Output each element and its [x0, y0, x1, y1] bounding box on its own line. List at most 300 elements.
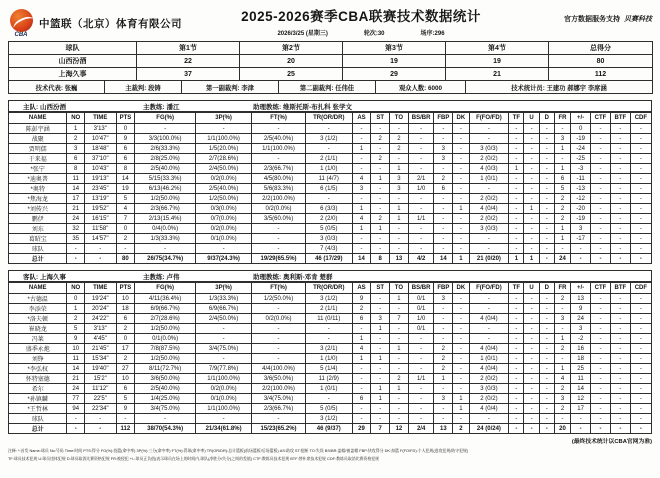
table-cell: 1	[352, 144, 371, 154]
table-cell: -	[610, 224, 630, 234]
table-cell: -	[371, 414, 390, 424]
table-cell: 1	[554, 224, 570, 234]
game-date: 2026/3/25 (星期三)	[277, 31, 328, 37]
table-cell: 2 (0/2)	[469, 194, 509, 204]
table-cell: 37'10"	[84, 154, 116, 164]
table-cell: 3	[371, 314, 390, 324]
table-cell: 6/9(66.7%)	[135, 304, 196, 314]
table-cell: 27	[116, 364, 135, 374]
table-cell: -	[630, 244, 651, 254]
column-header: +/-	[571, 113, 591, 124]
table-cell: 1/2(50.0%)	[135, 194, 196, 204]
table-cell: 0	[571, 124, 591, 134]
team-label: 主队: 山西汾酒	[23, 103, 66, 111]
table-row	[9, 244, 652, 254]
table-cell: -	[610, 254, 630, 264]
table-cell: -	[305, 324, 352, 334]
table-cell: -	[305, 394, 352, 404]
table-cell: -	[591, 364, 611, 374]
table-cell: -	[408, 224, 434, 234]
legend-line-1: 注释: *:首发 Name:球员 No:号码 Time:时间 PTS:得分 FG(%):投篮(命中率) 3P(%):三分(命中率) FT(%):罚球(命中率) TR(OR/DR):总计篮板(前场篮板/后场篮板) AS:助攻 ST:抢断 TO:失误 BS/BR:盖帽/被盖帽 FBP:快攻得分 DK:扣篮 F(FO/FD):个人犯规(进攻犯规/防守犯规)	[8, 449, 469, 454]
table-cell: 2/5(40.0%)	[135, 164, 196, 174]
table-row	[9, 324, 652, 334]
column-header: BS/BR	[408, 283, 434, 294]
table-cell: 5	[554, 184, 570, 194]
table-cell: -	[453, 224, 469, 234]
table-cell: 1	[554, 164, 570, 174]
table-cell: -	[591, 374, 611, 384]
table-cell: -	[453, 304, 469, 314]
table-cell: 2/6(33.3%)	[135, 144, 196, 154]
table-cell: -20	[571, 204, 591, 214]
table-cell: -	[591, 194, 611, 204]
table-cell: 2 (0/2)	[469, 154, 509, 164]
table-cell: -	[196, 354, 252, 364]
table-cell: 21'45"	[84, 344, 116, 354]
column-header: 第4节	[446, 42, 549, 55]
table-cell: -	[116, 244, 135, 254]
table-cell: -	[591, 344, 611, 354]
column-header: FBP	[434, 283, 453, 294]
table-cell: 0/2(0.0%)	[196, 174, 252, 184]
table-cell: 4	[352, 214, 371, 224]
table-cell: 上海久事	[9, 68, 137, 81]
table-cell: 80	[549, 55, 653, 68]
column-header: 第1节	[137, 42, 240, 55]
table-cell: -	[509, 424, 524, 434]
table-cell: -	[610, 124, 630, 134]
table-cell: 3'13"	[84, 324, 116, 334]
table-cell: 技术统计员: 王建功 郝娜宇 李席涵	[466, 81, 653, 94]
team-label: 客队: 上海久事	[23, 273, 66, 281]
table-cell: 3/6(50.0%)	[252, 374, 306, 384]
table-cell: 1/1(100.0%)	[252, 144, 306, 154]
game-number: 场序:296	[420, 31, 445, 37]
table-cell: -	[630, 144, 651, 154]
table-cell: -	[539, 214, 554, 224]
table-cell: 1	[371, 394, 390, 404]
table-cell: -	[453, 354, 469, 364]
column-header: FT(%)	[252, 113, 306, 124]
table-cell: -	[539, 314, 554, 324]
table-cell: -	[469, 304, 509, 314]
table-cell: -	[408, 334, 434, 344]
table-cell: -	[591, 404, 611, 414]
table-cell: 13'19"	[84, 194, 116, 204]
table-cell: -	[408, 154, 434, 164]
table-cell: -	[509, 314, 524, 324]
table-cell: -	[610, 154, 630, 164]
column-header: FG(%)	[135, 113, 196, 124]
table-cell: -13	[571, 184, 591, 194]
table-cell: 5/15(33.3%)	[135, 174, 196, 184]
table-cell: -	[539, 224, 554, 234]
table-cell: -	[453, 334, 469, 344]
table-cell: -	[135, 414, 196, 424]
table-row	[9, 214, 652, 224]
table-cell: 22'34"	[84, 404, 116, 414]
table-cell: -	[610, 144, 630, 154]
table-cell: -	[453, 164, 469, 174]
table-cell: -	[352, 414, 371, 424]
table-cell: -	[84, 254, 116, 264]
table-cell: -	[434, 234, 453, 244]
table-cell: 7 (4/3)	[305, 244, 352, 254]
table-cell: 11	[67, 174, 85, 184]
table-cell: 15'34"	[84, 354, 116, 364]
table-cell: -	[252, 334, 306, 344]
table-cell: -	[453, 324, 469, 334]
table-cell: 2	[554, 194, 570, 204]
table-cell: -	[591, 414, 611, 424]
table-cell: -	[390, 324, 409, 334]
table-cell: 2 (1/1)	[305, 304, 352, 314]
table-cell: -	[509, 134, 524, 144]
table-cell: -3	[571, 164, 591, 174]
table-cell: 8	[116, 164, 135, 174]
table-cell: 1	[554, 334, 570, 344]
table-cell: -	[509, 394, 524, 404]
table-cell: 20	[240, 55, 343, 68]
table-cell: 9	[67, 334, 85, 344]
table-cell: -	[371, 194, 390, 204]
table-cell: 2	[352, 304, 371, 314]
table-cell: -	[610, 314, 630, 324]
table-cell: 6	[116, 314, 135, 324]
table-cell: -	[84, 414, 116, 424]
table-cell: 2/5(40.0%)	[135, 384, 196, 394]
table-cell: 0/3(0.0%)	[196, 204, 252, 214]
table-cell: 2/7(28.6%)	[135, 314, 196, 324]
table-cell: 6	[67, 154, 85, 164]
table-cell: -	[371, 144, 390, 154]
table-cell: 2/4(50.0%)	[196, 164, 252, 174]
table-cell: 1 (0/1)	[469, 174, 509, 184]
table-cell: 11	[571, 374, 591, 384]
table-cell: -	[509, 384, 524, 394]
head-coach: 主教练: 潘江	[143, 103, 180, 111]
table-row	[9, 234, 652, 244]
table-cell: -	[524, 244, 539, 254]
table-cell: 4 (0/4)	[469, 404, 509, 414]
table-cell: -	[610, 324, 630, 334]
table-cell: -	[434, 224, 453, 234]
table-cell: -	[524, 384, 539, 394]
score-summary-table	[8, 41, 653, 81]
table-cell: -	[196, 124, 252, 134]
table-cell: 2 (0/2)	[469, 374, 509, 384]
table-cell: 1/4(25.0%)	[135, 394, 196, 404]
table-cell: 1	[453, 254, 469, 264]
table-cell: -	[371, 374, 390, 384]
table-cell: 技术代表: 张巍	[9, 81, 105, 94]
table-row	[9, 154, 652, 164]
table-row	[9, 374, 652, 384]
table-cell: -	[630, 394, 651, 404]
table-cell: 4	[554, 374, 570, 384]
table-cell: 1	[390, 384, 409, 394]
table-cell: -	[453, 384, 469, 394]
table-cell: 2	[116, 324, 135, 334]
column-header: TR(OR/DR)	[305, 113, 352, 124]
table-cell: 1	[509, 164, 524, 174]
table-cell: -	[539, 194, 554, 204]
table-cell: 22	[137, 55, 240, 68]
table-cell: -	[524, 124, 539, 134]
table-cell: 3/3(100.0%)	[135, 134, 196, 144]
table-cell: 1/1	[408, 214, 434, 224]
table-cell: *刘传兴	[9, 204, 67, 214]
table-cell: 5/6(83.3%)	[252, 184, 306, 194]
table-cell: 盛季永炮	[9, 344, 67, 354]
table-cell: -	[539, 254, 554, 264]
table-cell: 2	[116, 234, 135, 244]
table-cell: 1/2(50.0%)	[135, 354, 196, 364]
table-cell: -	[539, 414, 554, 424]
table-cell: 1	[453, 394, 469, 404]
table-row	[9, 81, 653, 94]
table-cell: -	[630, 374, 651, 384]
column-header: 总得分	[549, 42, 653, 55]
table-cell: -	[539, 424, 554, 434]
table-cell: -	[630, 324, 651, 334]
table-cell: 6	[352, 394, 371, 404]
table-cell: 11 (4/7)	[305, 174, 352, 184]
table-cell: 1 (0/1)	[305, 384, 352, 394]
table-cell: 0/1(0.0%)	[135, 334, 196, 344]
table-cell: -	[630, 214, 651, 224]
table-cell: 7/8(87.5%)	[135, 344, 196, 354]
table-cell: 80	[116, 254, 135, 264]
table-cell: -	[434, 134, 453, 144]
table-cell: -	[630, 304, 651, 314]
table-cell: -	[591, 424, 611, 434]
table-cell: 总计	[9, 254, 67, 264]
table-cell: -	[554, 244, 570, 254]
table-cell: -	[554, 124, 570, 134]
table-cell: 20	[554, 424, 570, 434]
table-cell: 1	[390, 164, 409, 174]
table-row	[9, 164, 652, 174]
table-cell: -	[371, 334, 390, 344]
table-cell: -	[591, 184, 611, 194]
column-header: D	[539, 283, 554, 294]
table-cell: -	[509, 304, 524, 314]
table-cell: *张宁	[9, 164, 67, 174]
table-cell: 1/2(50.0%)	[135, 324, 196, 334]
table-cell: -11	[571, 174, 591, 184]
table-cell: 18'48"	[84, 144, 116, 154]
table-cell: -	[408, 344, 434, 354]
table-cell: -	[630, 384, 651, 394]
table-cell: -	[252, 414, 306, 424]
table-cell: -	[390, 404, 409, 414]
table-cell: 0/1	[408, 294, 434, 304]
table-cell: 3'13"	[84, 124, 116, 134]
table-cell: 3	[434, 154, 453, 164]
table-cell: -	[539, 294, 554, 304]
table-cell: 0/1	[408, 304, 434, 314]
table-cell: -	[630, 204, 651, 214]
table-cell: -	[434, 194, 453, 204]
table-cell: -	[509, 404, 524, 414]
table-cell: -	[196, 334, 252, 344]
table-cell: 2	[453, 424, 469, 434]
column-header: AS	[352, 113, 371, 124]
table-cell: 0/2(0.0%)	[252, 314, 306, 324]
table-cell: -	[610, 294, 630, 304]
table-cell: -	[509, 364, 524, 374]
column-header: FG(%)	[135, 283, 196, 294]
header-bar	[8, 5, 652, 38]
table-cell: 0/4(0.0%)	[135, 224, 196, 234]
service-label: 官方数据服务支持	[564, 16, 621, 23]
column-header: TIME	[84, 113, 116, 124]
legend-line-2: TF:球员技术犯规 U:球员违体犯规 D:球员取消比赛资格犯规 FR:被侵犯 +/-:球员正负值(表示球员在场上的时间内,球队(净胜分/失分)之间的差值) CTF:教练员技术犯规 BTF:替补席技术犯规 CDF:教练员取消比赛资格犯规	[8, 457, 380, 462]
table-cell: *焦海龙	[9, 194, 67, 204]
table-cell: *奥特	[9, 184, 67, 194]
table-cell: 2 (1/1)	[305, 154, 352, 164]
table-cell: 1	[434, 374, 453, 384]
table-cell: -	[539, 384, 554, 394]
table-cell: 9	[352, 294, 371, 304]
table-cell: 于来福	[9, 154, 67, 164]
table-cell: 3 (2/1)	[305, 344, 352, 354]
table-cell: 4/4(100.0%)	[252, 364, 306, 374]
table-cell: 3 (0/3)	[469, 144, 509, 154]
table-cell: -	[408, 204, 434, 214]
table-cell: 16	[571, 344, 591, 354]
table-cell: -	[390, 244, 409, 254]
table-cell: -	[252, 124, 306, 134]
table-cell: -	[390, 224, 409, 234]
table-cell: 15/23(65.2%)	[252, 424, 306, 434]
table-cell: -	[630, 404, 651, 414]
table-cell: 11'58"	[84, 224, 116, 234]
table-cell: 4/2	[408, 254, 434, 264]
table-cell: 8	[67, 164, 85, 174]
table-cell: 19	[446, 55, 549, 68]
table-cell: -	[453, 294, 469, 304]
table-cell: -	[610, 234, 630, 244]
table-cell: -	[524, 224, 539, 234]
table-cell: -	[469, 124, 509, 134]
table-cell: 14	[67, 364, 85, 374]
table-cell: 6	[116, 384, 135, 394]
table-cell: 2/3(66.7%)	[252, 404, 306, 414]
table-cell: -	[469, 414, 509, 424]
table-cell: -	[524, 194, 539, 204]
table-cell: -	[352, 324, 371, 334]
table-cell: 2/2(100.0%)	[252, 384, 306, 394]
table-cell: -	[591, 234, 611, 244]
table-cell: 25	[240, 68, 343, 81]
table-cell: 13	[390, 254, 409, 264]
table-cell: -	[539, 394, 554, 404]
table-cell: -	[453, 194, 469, 204]
table-cell: -	[571, 414, 591, 424]
table-cell: 19/29(65.5%)	[252, 254, 306, 264]
table-cell: -	[509, 184, 524, 194]
table-cell: 1/5(20.0%)	[196, 144, 252, 154]
table-cell: 1	[524, 204, 539, 214]
table-cell: 21	[67, 204, 85, 214]
table-cell: 2	[390, 134, 409, 144]
column-header: CTF	[591, 113, 611, 124]
table-cell: 14'57"	[84, 234, 116, 244]
table-row	[9, 304, 652, 314]
table-cell: -	[539, 324, 554, 334]
table-cell: 3/5(60.0%)	[252, 214, 306, 224]
table-cell: -	[509, 294, 524, 304]
column-header: 第2节	[240, 42, 343, 55]
table-cell: 山西汾酒	[9, 55, 137, 68]
table-cell: -	[252, 304, 306, 314]
table-cell: 3	[554, 134, 570, 144]
table-cell: -	[524, 324, 539, 334]
table-cell: 2	[434, 364, 453, 374]
table-cell: -	[524, 354, 539, 364]
table-cell: 17	[571, 404, 591, 414]
table-cell: 1	[371, 324, 390, 334]
table-cell: 1 (1/0)	[305, 164, 352, 174]
table-cell: *孙镇麟	[9, 394, 67, 404]
table-cell: 1	[371, 224, 390, 234]
table-cell: 14	[352, 254, 371, 264]
table-cell: 14	[116, 174, 135, 184]
title-block	[218, 5, 504, 37]
officials-bar	[8, 80, 653, 94]
table-cell: -	[434, 414, 453, 424]
table-cell: -	[252, 154, 306, 164]
table-cell: -	[371, 344, 390, 354]
table-cell: -	[630, 134, 651, 144]
table-cell: 1	[554, 234, 570, 244]
table-cell: -	[371, 234, 390, 244]
table-cell: 6	[434, 184, 453, 194]
table-cell: 2	[116, 354, 135, 364]
column-header: TF	[509, 283, 524, 294]
table-cell: 1/2(50.0%)	[196, 194, 252, 204]
table-cell: -	[453, 124, 469, 134]
table-cell: -	[591, 154, 611, 164]
table-cell: -	[408, 244, 434, 254]
table-cell: -	[453, 134, 469, 144]
table-row	[9, 68, 653, 81]
table-cell: 2	[371, 214, 390, 224]
table-cell: 3/4(75.0%)	[196, 344, 252, 354]
table-cell: 23'45"	[84, 184, 116, 194]
table-cell: 22'5"	[84, 394, 116, 404]
table-cell: -	[610, 374, 630, 384]
table-cell: -	[434, 164, 453, 174]
table-cell: -	[371, 304, 390, 314]
table-cell: 112	[116, 424, 135, 434]
table-cell: 6/13(46.2%)	[135, 184, 196, 194]
table-cell: 2	[434, 344, 453, 354]
table-cell: -	[610, 394, 630, 404]
table-cell: -	[371, 204, 390, 214]
table-cell: -	[408, 134, 434, 144]
table-cell: -	[408, 394, 434, 404]
column-header: FR	[554, 113, 570, 124]
cba-logo-icon	[10, 9, 33, 32]
table-cell: -	[610, 354, 630, 364]
total-row	[9, 254, 652, 264]
table-cell: 2	[554, 404, 570, 414]
table-cell: -	[196, 414, 252, 424]
table-cell: 4/5(80.0%)	[252, 174, 306, 184]
